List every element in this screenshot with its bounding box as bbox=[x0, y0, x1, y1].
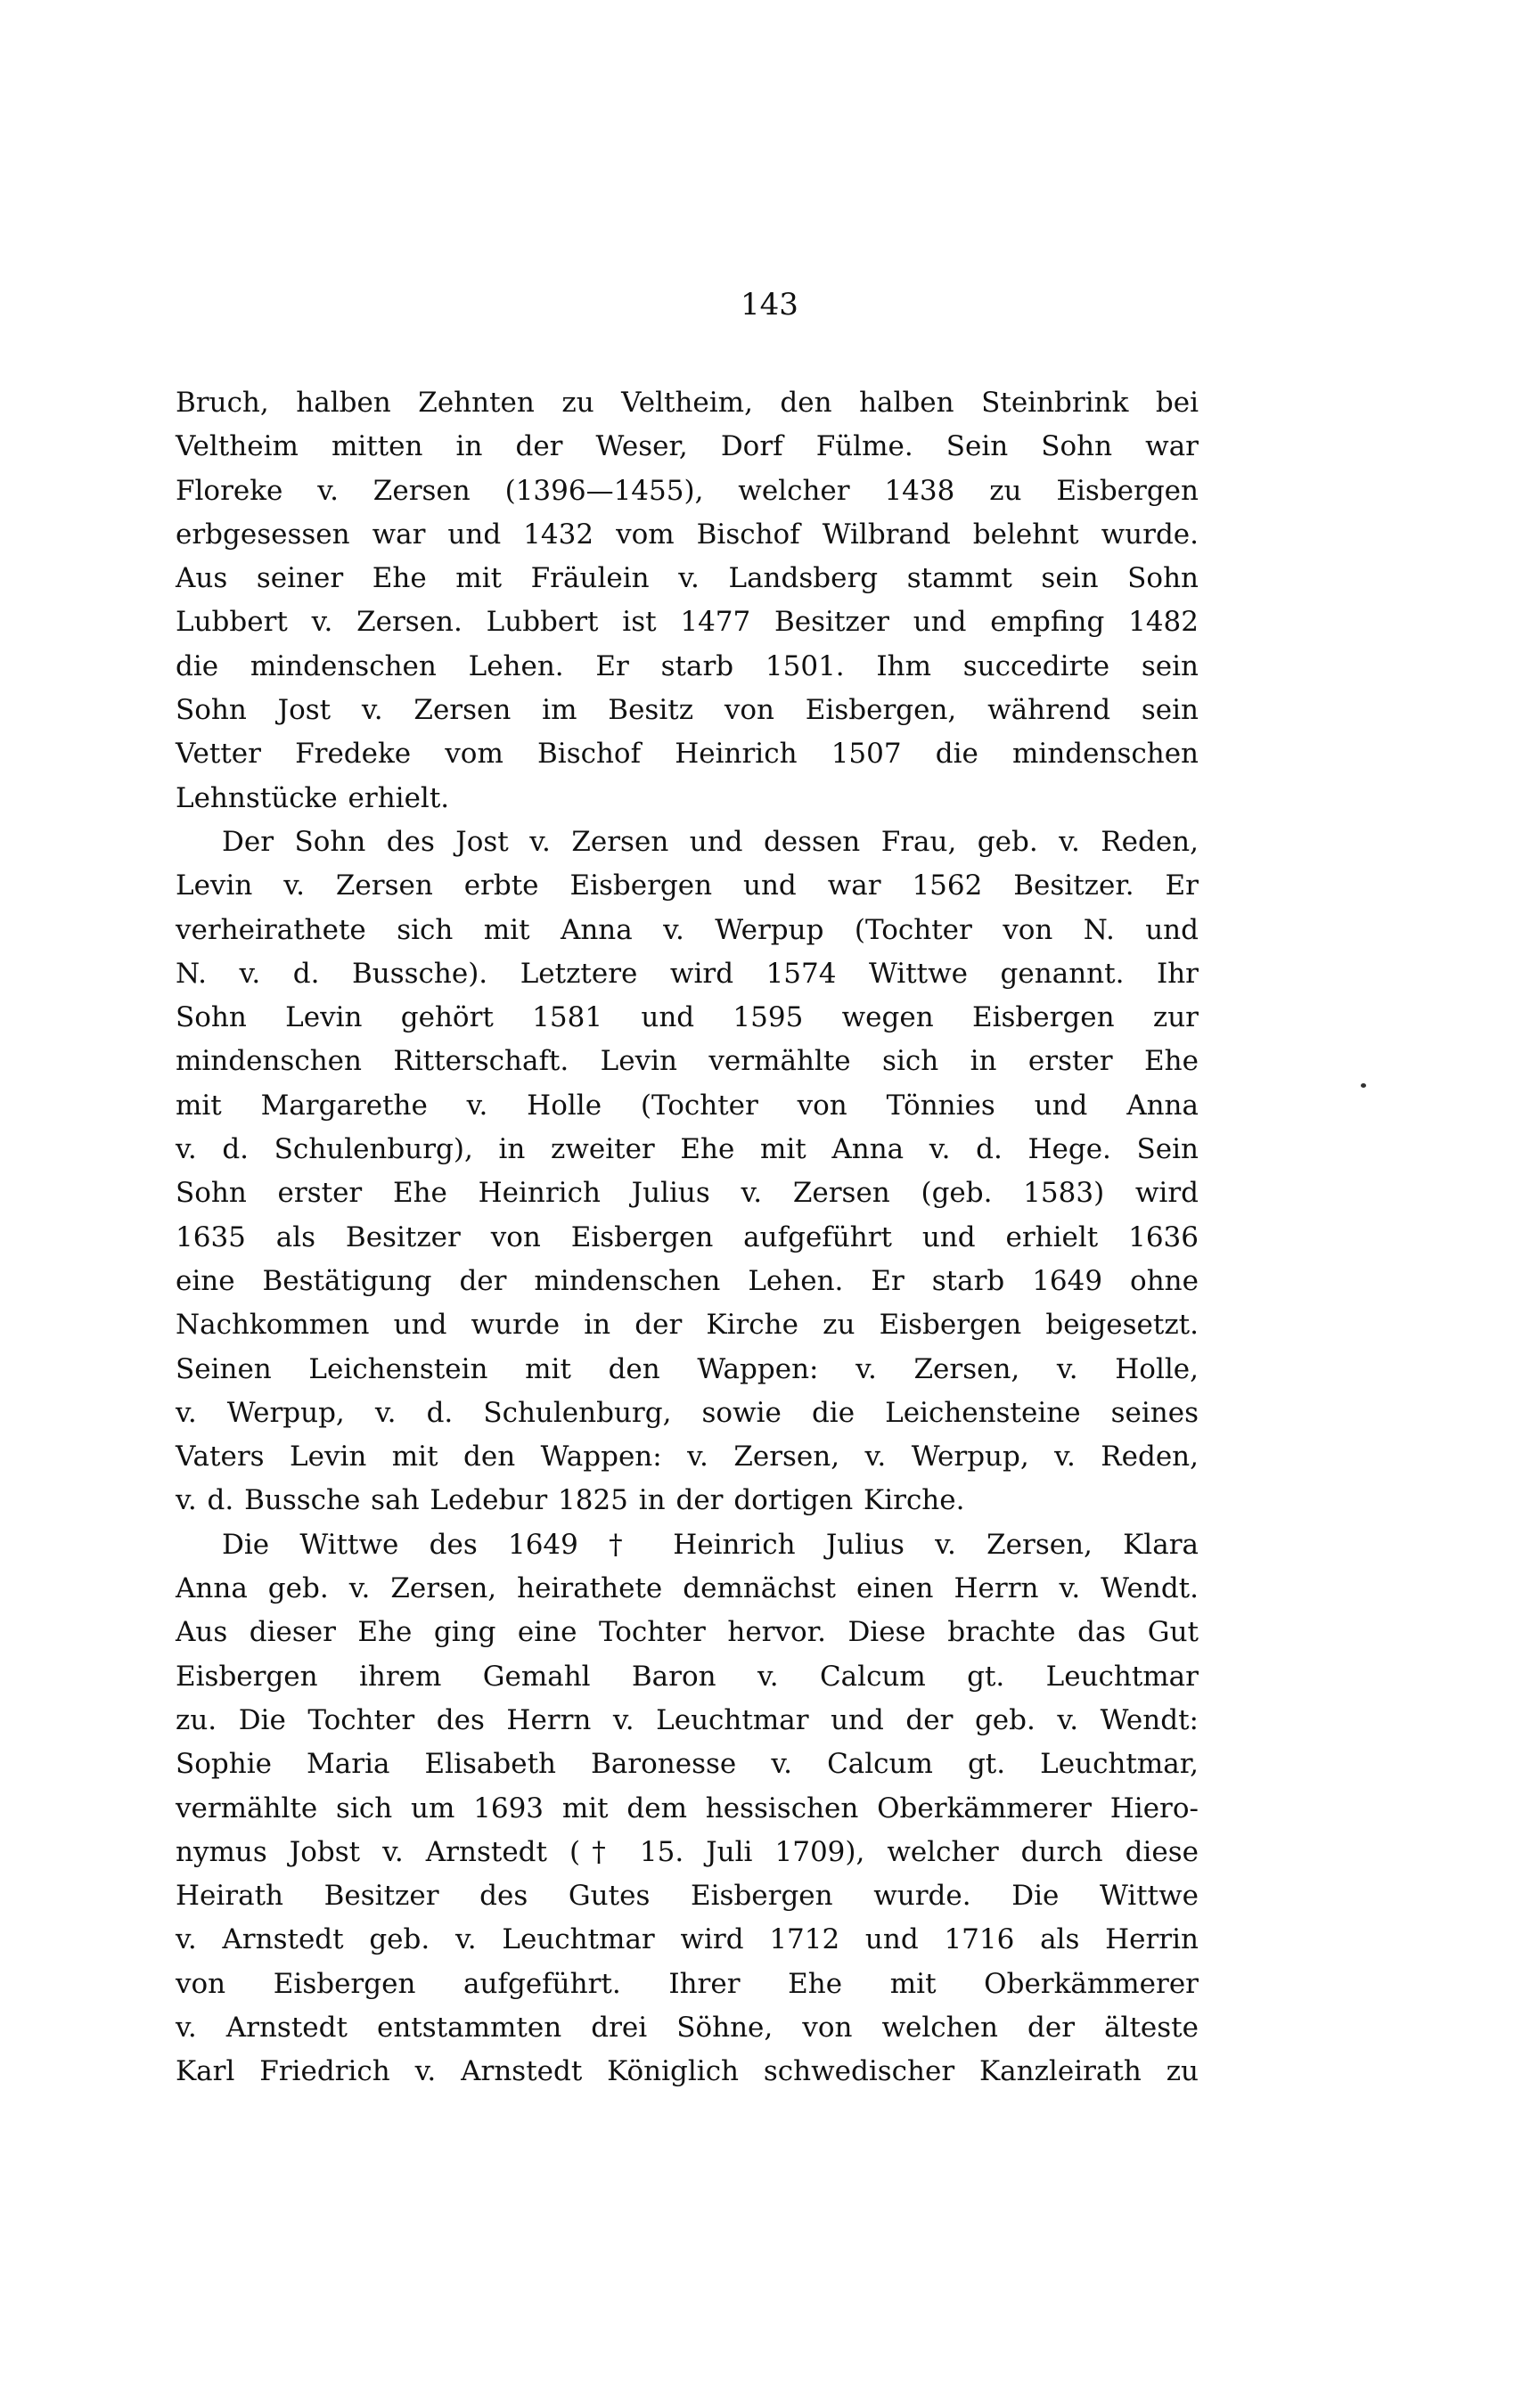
text-line: Der Sohn des Jost v. Zersen und dessen Frau, geb. v. Reden, bbox=[222, 825, 1199, 858]
body-text bbox=[176, 381, 1199, 2094]
text-line: Vetter Fredeke vom Bischof Heinrich 1507 die mindenschen bbox=[176, 738, 1199, 771]
text-line: Levin v. Zersen erbte Eisbergen und war 1562 Besitzer. Er bbox=[176, 869, 1199, 902]
text-line: mindenschen Ritterschaft. Levin vermählte sich in erster Ehe bbox=[176, 1045, 1199, 1078]
text-line: Nachkommen und wurde in der Kirche zu Eisbergen beigesetzt. bbox=[176, 1309, 1199, 1342]
text-line: verheirathete sich mit Anna v. Werpup (Tochter von N. und bbox=[176, 913, 1199, 946]
text-line: Die Wittwe des 1649 † Heinrich Julius v. Zersen, Klara bbox=[222, 1528, 1199, 1561]
text-line: vermählte sich um 1693 mit dem hessischen Oberkämmerer Hiero- bbox=[176, 1792, 1199, 1824]
text-line: Vaters Levin mit den Wappen: v. Zersen, v. Werpup, v. Reden, bbox=[176, 1441, 1199, 1473]
text-line: v. Arnstedt entstammten drei Söhne, von welchen der älteste bbox=[176, 2011, 1199, 2044]
text-line: Veltheim mitten in der Weser, Dorf Fülme. Sein Sohn war bbox=[176, 430, 1199, 463]
text-line: Sohn Jost v. Zersen im Besitz von Eisbergen, während sein bbox=[176, 694, 1199, 727]
text-line: v. Werpup, v. d. Schulenburg, sowie die Leichensteine seines bbox=[176, 1396, 1199, 1429]
text-line: Sophie Maria Elisabeth Baronesse v. Calcum gt. Leuchtmar, bbox=[176, 1748, 1199, 1781]
scan-speck bbox=[1361, 1083, 1366, 1088]
text-line: mit Margarethe v. Holle (Tochter von Tönnies und Anna bbox=[176, 1089, 1199, 1122]
text-line: Aus seiner Ehe mit Fräulein v. Landsberg stammt sein Sohn bbox=[176, 562, 1199, 595]
text-line: Floreke v. Zersen (1396—1455), welcher 1438 zu Eisbergen bbox=[176, 474, 1199, 507]
text-line: die mindenschen Lehen. Er starb 1501. Ihm succedirte sein bbox=[176, 649, 1199, 682]
text-line: von Eisbergen aufgeführt. Ihrer Ehe mit Oberkämmerer bbox=[176, 1967, 1199, 2000]
text-line: Eisbergen ihrem Gemahl Baron v. Calcum gt. Leuchtmar bbox=[176, 1660, 1199, 1693]
text-line: zu. Die Tochter des Herrn v. Leuchtmar und der geb. v. Wendt: bbox=[176, 1703, 1199, 1736]
text-line: Lubbert v. Zersen. Lubbert ist 1477 Besitzer und empfing 1482 bbox=[176, 606, 1199, 639]
text-line: v. Arnstedt geb. v. Leuchtmar wird 1712 und 1716 als Herrin bbox=[176, 1923, 1199, 1956]
text-line: Seinen Leichenstein mit den Wappen: v. Zersen, v. Holle, bbox=[176, 1352, 1199, 1385]
text-line: Anna geb. v. Zersen, heirathete demnächst einen Herrn v. Wendt. bbox=[176, 1572, 1199, 1605]
text-line: Sohn Levin gehört 1581 und 1595 wegen Eisbergen zur bbox=[176, 1001, 1199, 1034]
text-line: Lehnstücke erhielt. bbox=[176, 781, 450, 814]
text-line: Bruch, halben Zehnten zu Veltheim, den halben Steinbrink bei bbox=[176, 387, 1199, 419]
text-line: nymus Jobst v. Arnstedt († 15. Juli 1709), welcher durch diese bbox=[176, 1835, 1199, 1868]
text-line: Karl Friedrich v. Arnstedt Königlich schwedischer Kanzleirath zu bbox=[176, 2055, 1199, 2088]
text-line: Sohn erster Ehe Heinrich Julius v. Zersen (geb. 1583) wird bbox=[176, 1177, 1199, 1210]
text-line: v. d. Schulenburg), in zweiter Ehe mit Anna v. d. Hege. Sein bbox=[176, 1133, 1199, 1166]
text-line: erbgesessen war und 1432 vom Bischof Wilbrand belehnt wurde. bbox=[176, 518, 1199, 551]
text-line: N. v. d. Bussche). Letztere wird 1574 Wittwe genannt. Ihr bbox=[176, 957, 1199, 990]
text-line: eine Bestätigung der mindenschen Lehen. Er starb 1649 ohne bbox=[176, 1264, 1199, 1297]
text-line: Aus dieser Ehe ging eine Tochter hervor. Diese brachte das Gut bbox=[176, 1616, 1199, 1649]
text-line: 1635 als Besitzer von Eisbergen aufgeführt und erhielt 1636 bbox=[176, 1220, 1199, 1253]
text-line: v. d. Bussche sah Ledebur 1825 in der dortigen Kirche. bbox=[176, 1484, 965, 1517]
page-number: 143 bbox=[741, 287, 798, 322]
text-line: Heirath Besitzer des Gutes Eisbergen wurde. Die Wittwe bbox=[176, 1880, 1199, 1913]
